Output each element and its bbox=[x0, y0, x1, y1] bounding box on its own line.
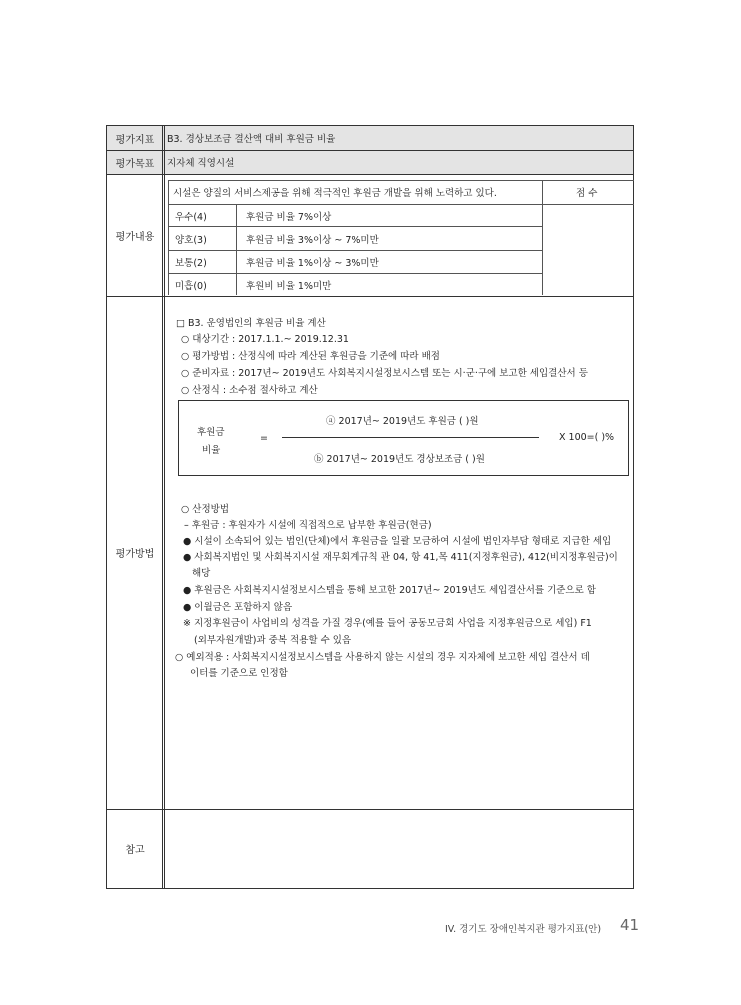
detail-line: (외부자원개발)과 중복 적용할 수 있음 bbox=[194, 635, 352, 646]
detail-line: 이터를 기준으로 인정함 bbox=[190, 668, 288, 679]
goal-value: 지자체 직영시설 bbox=[167, 158, 235, 169]
method-item: ○ 대상기간 : 2017.1.1.~ 2019.12.31 bbox=[181, 334, 349, 345]
label-goal: 평가목표 bbox=[115, 158, 155, 170]
formula-equals: = bbox=[260, 433, 268, 444]
grade-label: 양호(3) bbox=[175, 235, 207, 246]
content-description: 시설은 양질의 서비스제공을 위해 적극적인 후원금 개발을 위해 노력하고 있다. bbox=[173, 188, 497, 199]
grade-label: 미흡(0) bbox=[175, 281, 207, 292]
label-indicator: 평가지표 bbox=[115, 134, 155, 146]
formula-left-line1: 후원금 bbox=[197, 427, 225, 438]
method-item: ○ 준비자료 : 2017년~ 2019년도 사회복지시설정보시스템 또는 시·군·구에 보고한 세입결산서 등 bbox=[181, 368, 588, 379]
grade-criteria: 후원금 비율 3%이상 ~ 7%미만 bbox=[246, 235, 379, 246]
detail-line: ● 이월금은 포함하지 않음 bbox=[183, 602, 293, 613]
label-note: 참고 bbox=[125, 845, 145, 856]
grade-criteria: 후원금 비율 1%이상 ~ 3%미만 bbox=[246, 258, 379, 269]
detail-line: ※ 지정후원금이 사업비의 성격을 가질 경우(예를 들어 공동모금회 사업을 지정후원금으로 세입) F1 bbox=[183, 618, 592, 629]
formula-left-line2: 비율 bbox=[202, 445, 221, 456]
score-header: 점 수 bbox=[576, 188, 598, 199]
method-item: ○ 산정식 : 소수점 절사하고 계산 bbox=[181, 385, 318, 396]
footer-text: IV. 경기도 장애인복지관 평가지표(안) bbox=[445, 924, 602, 935]
grade-criteria: 후원비 비율 1%미만 bbox=[246, 281, 332, 292]
formula-numerator: ⓐ 2017년~ 2019년도 후원금 ( )원 bbox=[326, 416, 479, 427]
detail-line: ● 후원금은 사회복지시설정보시스템을 통해 보고한 2017년~ 2019년도 세입결산서를 기준으로 함 bbox=[183, 585, 596, 596]
method-heading: □ B3. 운영법인의 후원금 비율 계산 bbox=[176, 318, 326, 329]
formula-multiplier: X 100=( )% bbox=[559, 432, 615, 443]
detail-line: ● 사회복지법인 및 사회복지시설 재무회계규칙 관 04, 항 41,목 411(지정후원금), 412(비지정후원금)이 bbox=[183, 552, 618, 563]
detail-line: 해당 bbox=[192, 568, 211, 579]
method-item: ○ 평가방법 : 산정식에 따라 계산된 후원금을 기준에 따라 배점 bbox=[181, 351, 440, 362]
label-method: 평가방법 bbox=[115, 549, 155, 560]
formula-denominator: ⓑ 2017년~ 2019년도 경상보조금 ( )원 bbox=[314, 454, 485, 465]
detail-line: – 후원금 : 후원자가 시설에 직접적으로 납부한 후원금(현금) bbox=[184, 520, 432, 531]
page-number: 41 bbox=[620, 916, 640, 934]
detail-line: ○ 산정방법 bbox=[181, 504, 230, 515]
detail-line: ○ 예외적용 : 사회복지시설정보시스템을 사용하지 않는 시설의 경우 지자체에 보고한 세입 결산서 데 bbox=[175, 652, 590, 663]
grade-label: 보통(2) bbox=[175, 258, 207, 269]
detail-line: ● 시설이 소속되어 있는 법인(단체)에서 후원금을 일괄 모금하여 시설에 법인자부담 형태로 지급한 세입 bbox=[183, 536, 612, 547]
grade-label: 우수(4) bbox=[175, 212, 207, 223]
indicator-value: B3. 경상보조금 결산액 대비 후원금 비율 bbox=[167, 134, 336, 145]
label-content: 평가내용 bbox=[115, 231, 155, 243]
grade-criteria: 후원금 비율 7%이상 bbox=[246, 212, 332, 223]
fraction-line bbox=[282, 437, 539, 438]
